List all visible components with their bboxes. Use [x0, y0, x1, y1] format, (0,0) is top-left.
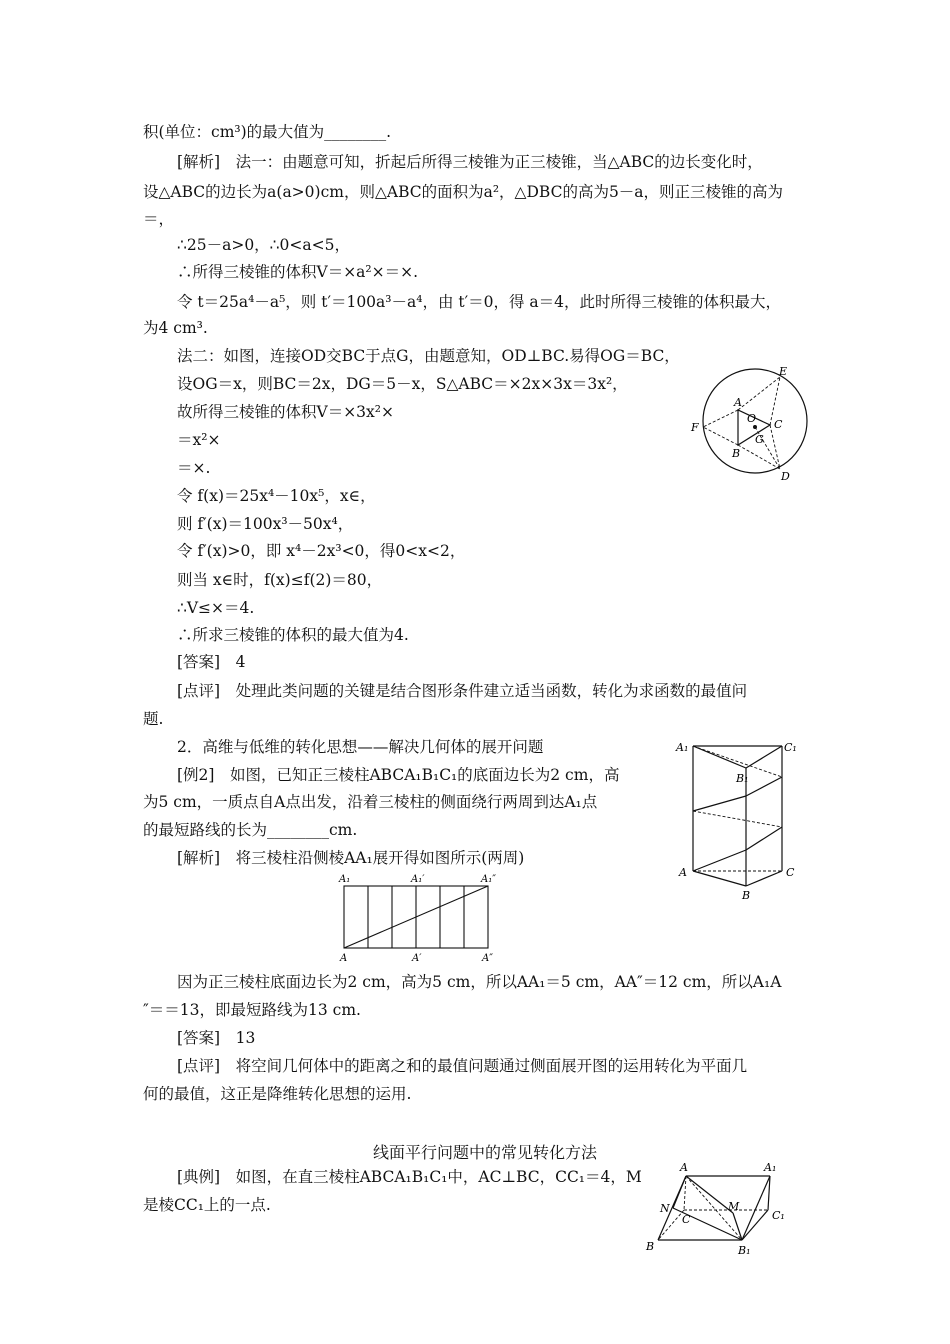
fig3-label: A₁	[339, 874, 351, 885]
text-line: 因为正三棱柱底面边长为2 cm，高为5 cm，所以AA₁＝5 cm，AA″＝12 cm，所以A₁A	[177, 973, 782, 991]
fig4-label: B₁	[738, 1244, 751, 1257]
text-line: 题.	[143, 710, 164, 728]
text-line: 设OG＝x，则BC＝2x，DG＝5－x，S△ABC＝×2x×3x＝3x²，	[177, 375, 628, 393]
text-line: ＝，	[143, 210, 175, 228]
text-line: 为5 cm，一质点自A点出发，沿着三棱柱的侧面绕行两周到达A₁点	[143, 793, 598, 811]
text-line: ∴V≤×＝4.	[177, 599, 255, 617]
text-line: 为4 cm³.	[143, 319, 208, 337]
fig1-label: A	[734, 396, 742, 409]
fig3-label: A₁″	[481, 874, 496, 885]
fig1-label: D	[781, 470, 790, 483]
text-line: [解析] 将三棱柱沿侧棱AA₁展开得如图所示(两周)	[177, 849, 525, 867]
text-line: 的最短路线的长为________cm.	[143, 821, 358, 839]
text-line: 则当 x∈时，f(x)≤f(2)＝80，	[177, 571, 383, 589]
fig2-label: C	[786, 866, 795, 879]
fig2-label: A	[679, 866, 687, 879]
text-line: 故所得三棱锥的体积V＝×3x²×	[177, 403, 394, 421]
text-line: [答案] 13	[177, 1029, 256, 1047]
text-line: [点评] 将空间几何体中的距离之和的最值问题通过侧面展开图的运用转化为平面几	[177, 1057, 748, 1075]
section-title: 线面平行问题中的常见转化方法	[373, 1143, 598, 1162]
fig4-label: N	[660, 1202, 670, 1215]
text-line: 积(单位：cm³)的最大值为________.	[143, 123, 392, 141]
text-line: ＝×.	[177, 459, 211, 477]
fig1-label: O	[747, 412, 757, 425]
figure-unfolded-net	[336, 872, 511, 964]
text-line: ∴所得三棱锥的体积V＝×a²×＝×.	[177, 263, 419, 281]
text-line: ∴25－a>0，∴0<a<5，	[177, 236, 350, 254]
fig1-label: C	[774, 418, 783, 431]
text-line: 设△ABC的边长为a(a>0)cm，则△ABC的面积为a²，△DBC的高为5－a，则正三棱锥的高为	[143, 183, 784, 201]
text-line: 2．高维与低维的转化思想——解决几何体的展开问题	[177, 738, 544, 756]
fig1-label: F	[691, 421, 699, 434]
fig1-label: G	[755, 433, 764, 446]
fig4-label: M	[728, 1200, 740, 1213]
fig1-label: E	[779, 365, 788, 378]
text-line: [例2] 如图，已知正三棱柱ABCA₁B₁C₁的底面边长为2 cm，高	[177, 766, 620, 784]
text-line: 法二：如图，连接OD交BC于点G，由题意知，OD⊥BC.易得OG＝BC，	[177, 347, 680, 365]
fig1-label: B	[732, 447, 741, 460]
text-line: 令 t＝25a⁴－a⁵，则 t′＝100a³－a⁴，由 t′＝0，得 a＝4，此时所得三棱锥的体积最大，	[177, 293, 782, 311]
text-line: ＝x²×	[177, 431, 221, 449]
text-line: ″＝＝13，即最短路线为13 cm.	[143, 1001, 361, 1019]
fig2-label: B	[742, 889, 751, 902]
figure-right-prism	[640, 1160, 800, 1258]
text-line: [典例] 如图，在直三棱柱ABCA₁B₁C₁中，AC⊥BC，CC₁＝4，M	[177, 1168, 642, 1186]
fig3-label: A″	[482, 953, 493, 964]
text-line: 则 f′(x)＝100x³－50x⁴，	[177, 515, 354, 533]
fig3-label: A₁′	[411, 874, 425, 885]
fig4-label: A	[680, 1161, 688, 1174]
text-line: 何的最值，这正是降维转化思想的运用.	[143, 1085, 412, 1103]
text-line: 令 f(x)＝25x⁴－10x⁵，x∈，	[177, 487, 376, 505]
fig4-label: C₁	[772, 1209, 785, 1222]
fig2-label: A₁	[676, 741, 689, 754]
text-line: [答案] 4	[177, 653, 246, 671]
text-line: 是棱CC₁上的一点.	[143, 1196, 271, 1214]
fig4-label: A₁	[764, 1161, 777, 1174]
fig3-label: A	[340, 953, 348, 964]
fig2-label: C₁	[784, 741, 797, 754]
text-line: 令 f′(x)>0，即 x⁴－2x³<0，得0<x<2，	[177, 542, 466, 560]
fig4-label: B	[646, 1240, 655, 1253]
fig3-label: A′	[412, 953, 422, 964]
fig2-label: B₁	[736, 772, 749, 785]
text-line: ∴所求三棱锥的体积的最大值为4.	[177, 626, 409, 644]
figure-circle-pyramid	[685, 365, 825, 485]
fig4-label: C	[682, 1213, 691, 1226]
text-line: [点评] 处理此类问题的关键是结合图形条件建立适当函数，转化为求函数的最值问	[177, 682, 748, 700]
text-line: [解析] 法一：由题意可知，折起后所得三棱锥为正三棱锥，当△ABC的边长变化时，	[177, 153, 763, 171]
figure-triangular-prism	[676, 740, 806, 902]
